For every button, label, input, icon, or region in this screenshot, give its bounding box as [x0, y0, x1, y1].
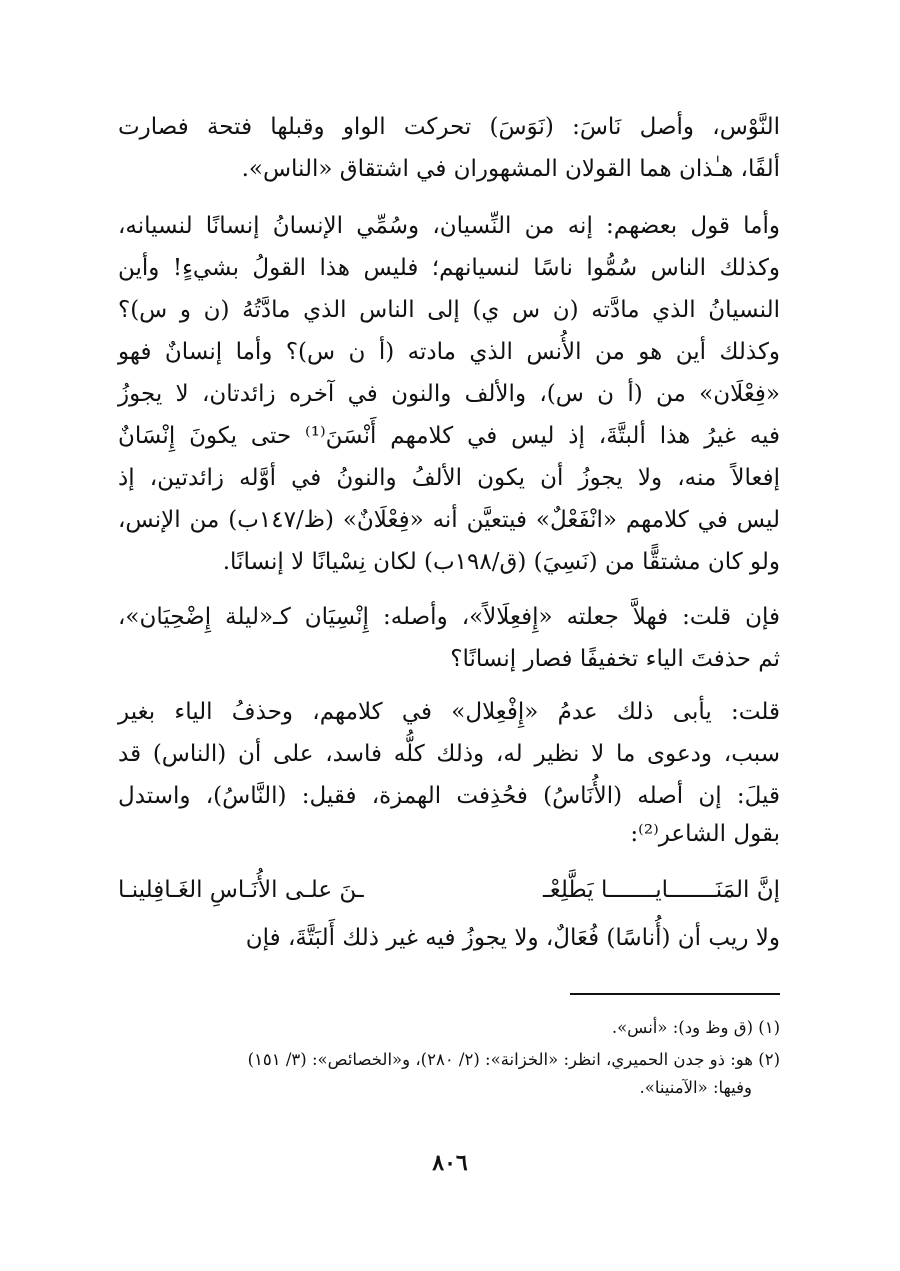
body-line: فيه غيرُ هذا ألبتَّةَ، إذ ليس في كلامهم أَنْسَنَ⁽¹⁾ حتى يكونَ إِنْسَانٌ — [118, 423, 780, 449]
body-line: ولو كان مشتقًّا من (نَسِيَ) (ق/١٩٨ب) لكان نِسْيانًا لا إنسانًا. — [222, 549, 780, 575]
verse-first-hemistich: إنَّ المَنَـــــــايـــــــا يَطَّلِعْـ — [542, 877, 780, 903]
body-line: قيلَ: إن أصله (الأُنَاسُ) فحُذِفت الهمزة، فقيل: (النَّاسُ)، واستدل — [118, 783, 780, 809]
footnote-2-continuation: وفيها: «الآمنينا». — [639, 1078, 752, 1097]
footnote-separator — [570, 993, 780, 995]
body-line: ولا ريب أن (أُناسًا) فُعَالٌ، ولا يجوزُ فيه غير ذلك أَلبَتَّةَ، فإن — [245, 925, 780, 951]
body-line: سبب، ودعوى ما لا نظير له، وذلك كلُّه فاسد، على أن (الناس) قد — [118, 741, 780, 767]
body-line: ألفًا، هـٰذان هما القولان المشهوران في اشتقاق «الناس». — [241, 156, 780, 182]
body-line: ثم حذفتَ الياء تخفيفًا فصار إنسانًا؟ — [450, 646, 780, 672]
body-line: وأما قول بعضهم: إنه من النِّسيان، وسُمِّي الإنسانُ إنسانًا لنسيانه، — [118, 213, 780, 239]
body-line: ليس في كلامهم «انْفَعْلٌ» فيتعيَّن أنه «فِعْلَانٌ» (ظ/١٤٧ب) من الإنس، — [118, 507, 780, 533]
body-line: «فِعْلَان» من (أ ن س)، والألف والنون في آخره زائدتان، لا يجوزُ — [118, 381, 780, 407]
body-line: إفعالاً منه، ولا يجوزُ أن يكون الألفُ والنونُ في أوَّله زائدتين، إذ — [118, 465, 780, 491]
page-number: ٨٠٦ — [432, 1150, 468, 1176]
poetry-verse — [118, 868, 780, 912]
footnote-2: (٢) هو: ذو جدن الحميري، انظر: «الخزانة»: (٢/ ٢٨٠)، و«الخصائص»: (٣/ ١٥١) — [247, 1050, 780, 1069]
body-line: وكذلك الناس سُمُّوا ناسًا لنسيانهم؛ فليس هذا القولُ بشيءٍ! وأين — [118, 255, 780, 281]
body-line: قلت: يأبى ذلك عدمُ «إِفْعِلال» في كلامهم، وحذفُ الياء بغير — [118, 699, 780, 725]
body-line: وكذلك أين هو من الأُنس الذي مادته (أ ن س)؟ وأما إنسانٌ فهو — [118, 339, 780, 365]
verse-second-hemistich: ـنَ علـى الأُنَـاسِ الغَـافِلينـا — [118, 877, 364, 903]
body-line: النسيانُ الذي مادَّته (ن س ي) إلى الناس الذي مادَّتُهُ (ن و س)؟ — [118, 297, 780, 323]
body-line: النَّوْس، وأصل نَاسَ: (نَوَسَ) تحركت الواو وقبلها فتحة فصارت — [118, 114, 780, 140]
body-line: فإن قلت: فهلاَّ جعلته «إِفعِلَالاً»، وأصله: إِنْسِيَان كـ«ليلة إِضْحِيَان»، — [118, 604, 780, 630]
body-line: بقول الشاعر⁽²⁾: — [630, 821, 780, 847]
footnote-1: (١) (ق وظ ود): «أنس». — [611, 1018, 780, 1037]
